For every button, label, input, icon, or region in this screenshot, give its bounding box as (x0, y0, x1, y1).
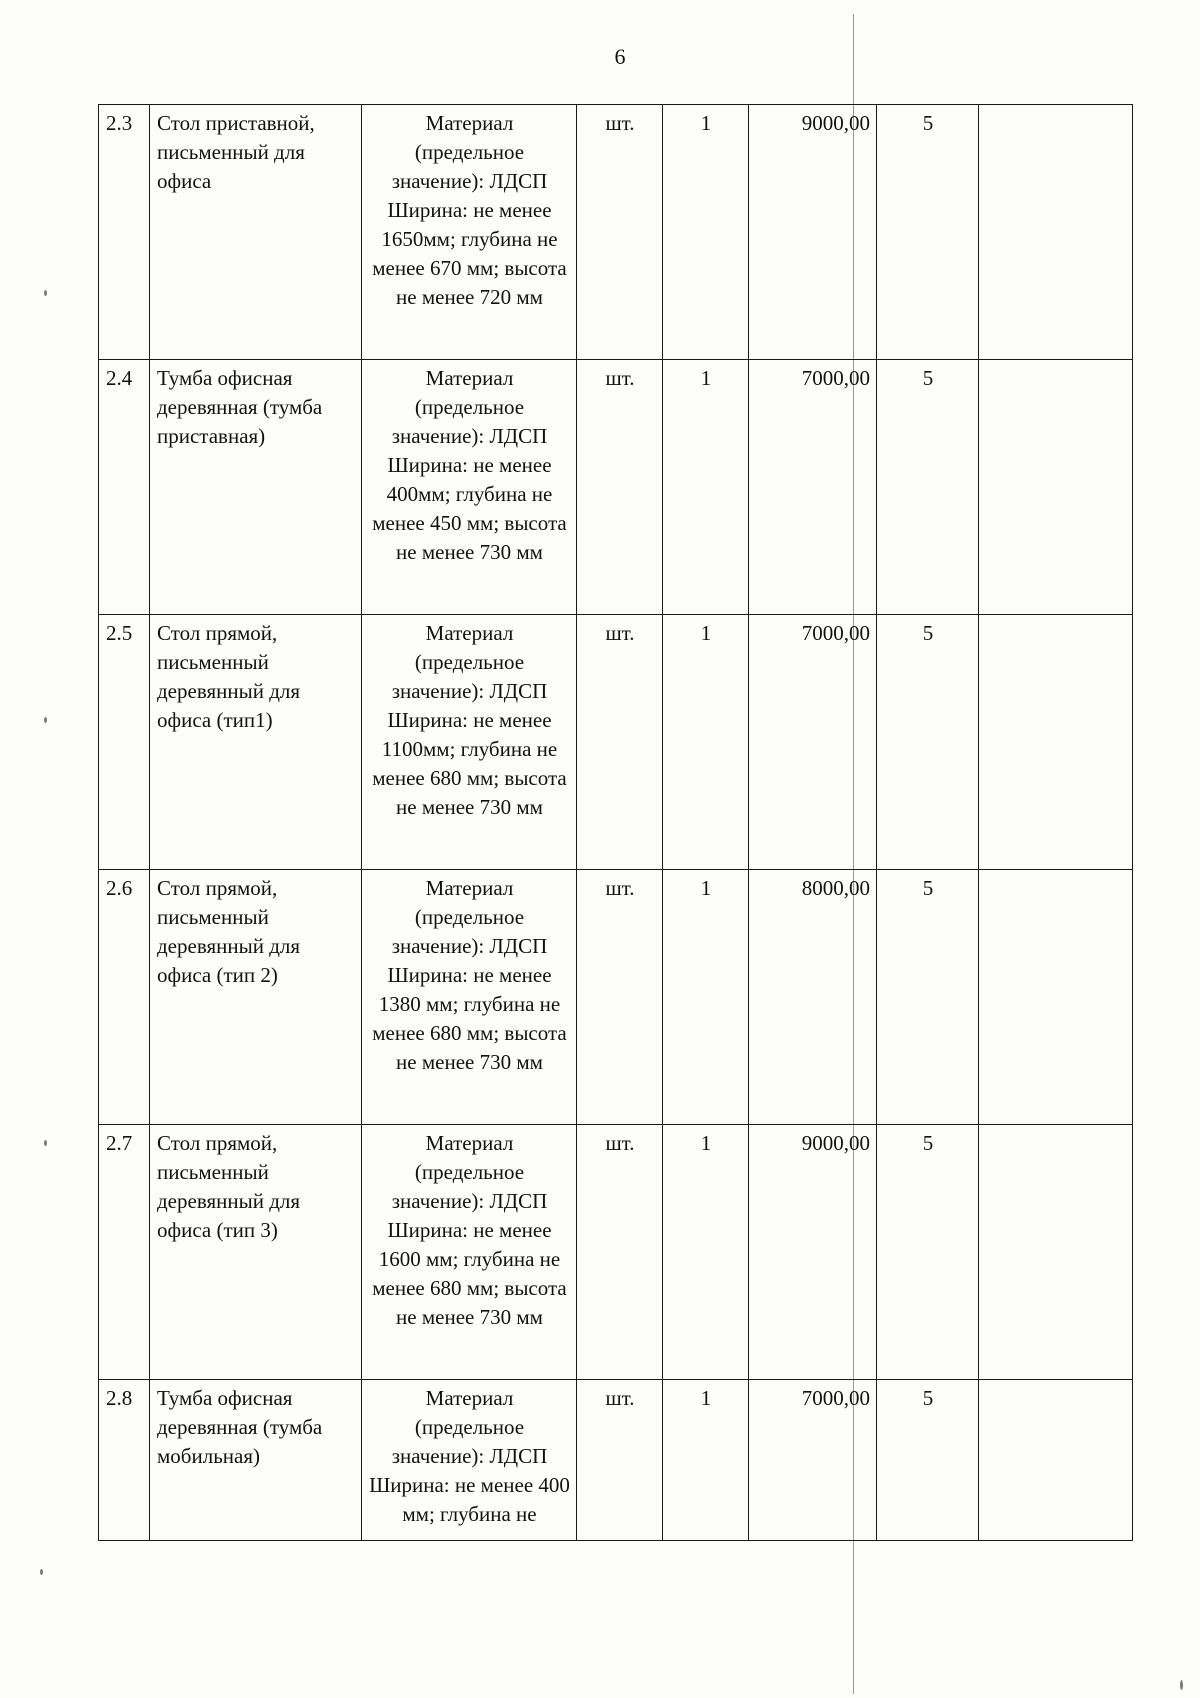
item-quantity: 1 (663, 360, 749, 615)
item-term: 5 (877, 615, 979, 870)
item-price: 9000,00 (749, 1125, 877, 1380)
item-name: Стол прямой, письменный деревянный для офиса (тип1) (150, 615, 362, 870)
item-quantity: 1 (663, 105, 749, 360)
item-notes (979, 870, 1133, 1125)
item-unit: шт. (577, 870, 663, 1125)
item-price: 7000,00 (749, 615, 877, 870)
scan-speck (44, 290, 47, 296)
item-unit: шт. (577, 615, 663, 870)
scan-speck (44, 717, 47, 723)
item-notes (979, 615, 1133, 870)
item-term: 5 (877, 870, 979, 1125)
item-term: 5 (877, 105, 979, 360)
table-row (99, 360, 1133, 615)
item-notes (979, 105, 1133, 360)
item-description: Материал (предельное значение): ЛДСП Ширина: не менее 1380 мм; глубина не менее 680 мм; высота не менее 730 мм (362, 870, 577, 1125)
item-number: 2.4 (99, 360, 150, 615)
item-price: 9000,00 (749, 105, 877, 360)
item-name: Стол прямой, письменный деревянный для офиса (тип 3) (150, 1125, 362, 1380)
item-description: Материал (предельное значение): ЛДСП Ширина: не менее 400мм; глубина не менее 450 мм; высота не менее 730 мм (362, 360, 577, 615)
item-name: Стол прямой, письменный деревянный для офиса (тип 2) (150, 870, 362, 1125)
item-notes (979, 1125, 1133, 1380)
item-quantity: 1 (663, 870, 749, 1125)
scan-speck (44, 1140, 47, 1146)
specification-table (98, 104, 1133, 1541)
item-name: Тумба офисная деревянная (тумба мобильная) (150, 1380, 362, 1541)
item-quantity: 1 (663, 615, 749, 870)
table-row (99, 1125, 1133, 1380)
table-row (99, 615, 1133, 870)
item-number: 2.3 (99, 105, 150, 360)
item-price: 7000,00 (749, 1380, 877, 1541)
scan-speck (40, 1569, 43, 1575)
item-description: Материал (предельное значение): ЛДСП Ширина: не менее 1600 мм; глубина не менее 680 мм; высота не менее 730 мм (362, 1125, 577, 1380)
item-name: Тумба офисная деревянная (тумба приставная) (150, 360, 362, 615)
item-number: 2.6 (99, 870, 150, 1125)
item-quantity: 1 (663, 1380, 749, 1541)
item-number: 2.5 (99, 615, 150, 870)
item-description: Материал (предельное значение): ЛДСП Ширина: не менее 1650мм; глубина не менее 670 мм; высота не менее 720 мм (362, 105, 577, 360)
item-description: Материал (предельное значение): ЛДСП Ширина: не менее 400 мм; глубина не (362, 1380, 577, 1541)
item-number: 2.8 (99, 1380, 150, 1541)
item-notes (979, 1380, 1133, 1541)
item-unit: шт. (577, 1380, 663, 1541)
item-unit: шт. (577, 1125, 663, 1380)
item-term: 5 (877, 1380, 979, 1541)
item-price: 7000,00 (749, 360, 877, 615)
item-term: 5 (877, 360, 979, 615)
item-description: Материал (предельное значение): ЛДСП Ширина: не менее 1100мм; глубина не менее 680 мм; высота не менее 730 мм (362, 615, 577, 870)
scan-speck (1180, 1680, 1183, 1690)
table-row (99, 105, 1133, 360)
page-number: 6 (614, 44, 626, 69)
item-unit: шт. (577, 360, 663, 615)
item-number: 2.7 (99, 1125, 150, 1380)
item-notes (979, 360, 1133, 615)
item-name: Стол приставной, письменный для офиса (150, 105, 362, 360)
table-row (99, 1380, 1133, 1541)
item-term: 5 (877, 1125, 979, 1380)
item-unit: шт. (577, 105, 663, 360)
item-quantity: 1 (663, 1125, 749, 1380)
item-price: 8000,00 (749, 870, 877, 1125)
table-row (99, 870, 1133, 1125)
